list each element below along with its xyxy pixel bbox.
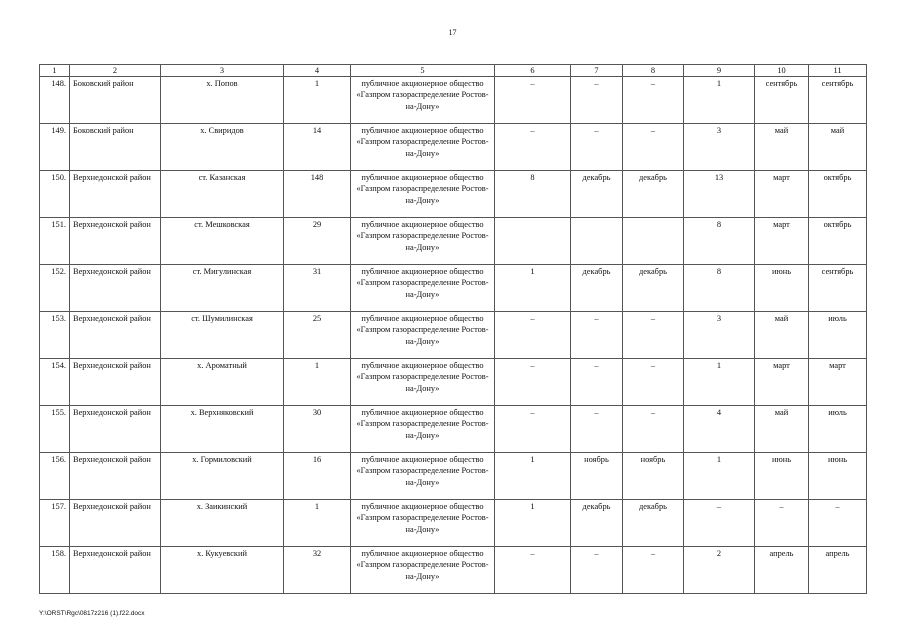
row-number: 149. — [40, 124, 70, 171]
page-number: 17 — [448, 28, 457, 37]
table-row — [40, 547, 867, 594]
column-11-value: октябрь — [809, 218, 867, 265]
column-7-value: – — [571, 406, 623, 453]
organization-name: публичное акционерное общество «Газпром газораспределение Ростов-на-Дону» — [351, 453, 495, 500]
settlement-name: х. Гормиловский — [161, 453, 284, 500]
column-header: 8 — [623, 65, 684, 77]
object-count: 1 — [284, 359, 351, 406]
column-header: 6 — [495, 65, 571, 77]
table-row — [40, 171, 867, 218]
object-count: 31 — [284, 265, 351, 312]
settlement-name: ст. Шумилинская — [161, 312, 284, 359]
district-name: Верхнедонской район — [70, 453, 161, 500]
column-header: 1 — [40, 65, 70, 77]
object-count: 29 — [284, 218, 351, 265]
column-11-value: – — [809, 500, 867, 547]
settlement-name: ст. Мигулинская — [161, 265, 284, 312]
column-6-value: – — [495, 77, 571, 124]
column-6-value: – — [495, 124, 571, 171]
district-name: Верхнедонской район — [70, 312, 161, 359]
column-6-value: 1 — [495, 500, 571, 547]
column-7-value: – — [571, 359, 623, 406]
column-8-value: ноябрь — [623, 453, 684, 500]
column-8-value: – — [623, 77, 684, 124]
column-8-value: – — [623, 124, 684, 171]
district-name: Боковский район — [70, 124, 161, 171]
row-number: 151. — [40, 218, 70, 265]
row-number: 148. — [40, 77, 70, 124]
column-6-value: – — [495, 312, 571, 359]
column-8-value: декабрь — [623, 171, 684, 218]
column-header: 7 — [571, 65, 623, 77]
column-6-value: – — [495, 359, 571, 406]
column-6-value: 1 — [495, 453, 571, 500]
column-header: 3 — [161, 65, 284, 77]
column-10-value: март — [755, 171, 809, 218]
column-9-value: – — [684, 500, 755, 547]
table-row — [40, 77, 867, 124]
object-count: 25 — [284, 312, 351, 359]
column-11-value: октябрь — [809, 171, 867, 218]
row-number: 152. — [40, 265, 70, 312]
row-number: 157. — [40, 500, 70, 547]
column-8-value: – — [623, 547, 684, 594]
column-number-row — [40, 65, 867, 77]
row-number: 153. — [40, 312, 70, 359]
column-8-value: – — [623, 359, 684, 406]
column-6-value: 8 — [495, 171, 571, 218]
column-11-value: сентябрь — [809, 265, 867, 312]
column-9-value: 3 — [684, 312, 755, 359]
column-7-value: – — [571, 77, 623, 124]
column-8-value: – — [623, 406, 684, 453]
row-number: 150. — [40, 171, 70, 218]
table-row — [40, 500, 867, 547]
column-header: 10 — [755, 65, 809, 77]
column-11-value: июнь — [809, 453, 867, 500]
district-name: Верхнедонской район — [70, 406, 161, 453]
column-10-value: май — [755, 406, 809, 453]
column-10-value: апрель — [755, 547, 809, 594]
table-row — [40, 359, 867, 406]
row-number: 158. — [40, 547, 70, 594]
organization-name: публичное акционерное общество «Газпром газораспределение Ростов-на-Дону» — [351, 218, 495, 265]
column-10-value: март — [755, 218, 809, 265]
organization-name: публичное акционерное общество «Газпром газораспределение Ростов-на-Дону» — [351, 265, 495, 312]
column-8-value: декабрь — [623, 265, 684, 312]
column-7-value: – — [571, 547, 623, 594]
row-number: 154. — [40, 359, 70, 406]
district-name: Верхнедонской район — [70, 265, 161, 312]
column-9-value: 8 — [684, 218, 755, 265]
column-6-value: 1 — [495, 265, 571, 312]
column-10-value: июнь — [755, 453, 809, 500]
column-9-value: 1 — [684, 77, 755, 124]
column-header: 4 — [284, 65, 351, 77]
column-7-value: декабрь — [571, 171, 623, 218]
column-8-value: декабрь — [623, 500, 684, 547]
object-count: 1 — [284, 77, 351, 124]
settlement-name: х. Верхняковский — [161, 406, 284, 453]
table-row — [40, 124, 867, 171]
column-6-value: – — [495, 547, 571, 594]
organization-name: публичное акционерное общество «Газпром газораспределение Ростов-на-Дону» — [351, 547, 495, 594]
settlement-name: х. Заикинский — [161, 500, 284, 547]
organization-name: публичное акционерное общество «Газпром газораспределение Ростов-на-Дону» — [351, 312, 495, 359]
organization-name: публичное акционерное общество «Газпром газораспределение Ростов-на-Дону» — [351, 500, 495, 547]
table-row — [40, 218, 867, 265]
organization-name: публичное акционерное общество «Газпром газораспределение Ростов-на-Дону» — [351, 406, 495, 453]
column-header: 9 — [684, 65, 755, 77]
district-name: Боковский район — [70, 77, 161, 124]
column-10-value: май — [755, 312, 809, 359]
column-9-value: 1 — [684, 359, 755, 406]
column-10-value: сентябрь — [755, 77, 809, 124]
district-name: Верхнедонской район — [70, 500, 161, 547]
column-9-value: 13 — [684, 171, 755, 218]
column-11-value: апрель — [809, 547, 867, 594]
column-9-value: 1 — [684, 453, 755, 500]
column-10-value: март — [755, 359, 809, 406]
district-name: Верхнедонской район — [70, 171, 161, 218]
district-name: Верхнедонской район — [70, 547, 161, 594]
object-count: 16 — [284, 453, 351, 500]
settlement-name: ст. Казанская — [161, 171, 284, 218]
object-count: 148 — [284, 171, 351, 218]
organization-name: публичное акционерное общество «Газпром газораспределение Ростов-на-Дону» — [351, 77, 495, 124]
row-number: 156. — [40, 453, 70, 500]
column-8-value — [623, 218, 684, 265]
file-path-footer: Y:\ORST\Rgc\0817z216 (1).f22.docx — [39, 610, 145, 617]
column-10-value: – — [755, 500, 809, 547]
table-row — [40, 265, 867, 312]
column-11-value: июль — [809, 312, 867, 359]
column-9-value: 4 — [684, 406, 755, 453]
settlement-name: ст. Мешковская — [161, 218, 284, 265]
column-6-value: – — [495, 406, 571, 453]
settlement-name: х. Попов — [161, 77, 284, 124]
column-7-value: декабрь — [571, 500, 623, 547]
column-9-value: 3 — [684, 124, 755, 171]
column-9-value: 8 — [684, 265, 755, 312]
column-11-value: июль — [809, 406, 867, 453]
column-header: 2 — [70, 65, 161, 77]
settlement-name: х. Ароматный — [161, 359, 284, 406]
settlement-name: х. Кукуевский — [161, 547, 284, 594]
organization-name: публичное акционерное общество «Газпром газораспределение Ростов-на-Дону» — [351, 171, 495, 218]
organization-name: публичное акционерное общество «Газпром газораспределение Ростов-на-Дону» — [351, 124, 495, 171]
district-name: Верхнедонской район — [70, 359, 161, 406]
column-11-value: март — [809, 359, 867, 406]
table-row — [40, 406, 867, 453]
object-count: 32 — [284, 547, 351, 594]
table-row — [40, 312, 867, 359]
column-7-value: – — [571, 124, 623, 171]
column-7-value — [571, 218, 623, 265]
table-row — [40, 453, 867, 500]
column-11-value: сентябрь — [809, 77, 867, 124]
object-count: 14 — [284, 124, 351, 171]
object-count: 30 — [284, 406, 351, 453]
column-10-value: июнь — [755, 265, 809, 312]
column-header: 11 — [809, 65, 867, 77]
column-8-value: – — [623, 312, 684, 359]
organization-name: публичное акционерное общество «Газпром газораспределение Ростов-на-Дону» — [351, 359, 495, 406]
column-7-value: ноябрь — [571, 453, 623, 500]
column-header: 5 — [351, 65, 495, 77]
column-9-value: 2 — [684, 547, 755, 594]
gasification-schedule-table — [39, 64, 867, 594]
settlement-name: х. Свиридов — [161, 124, 284, 171]
column-7-value: декабрь — [571, 265, 623, 312]
object-count: 1 — [284, 500, 351, 547]
column-7-value: – — [571, 312, 623, 359]
column-10-value: май — [755, 124, 809, 171]
column-11-value: май — [809, 124, 867, 171]
row-number: 155. — [40, 406, 70, 453]
column-6-value — [495, 218, 571, 265]
district-name: Верхнедонской район — [70, 218, 161, 265]
